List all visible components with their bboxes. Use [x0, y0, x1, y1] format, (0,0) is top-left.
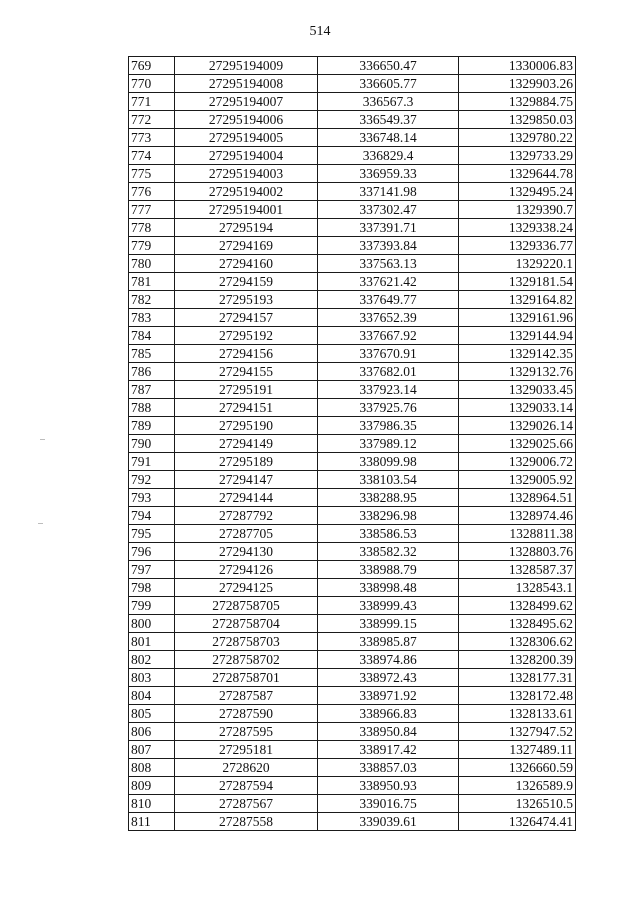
x-coordinate-cell: 337925.76 — [318, 399, 459, 417]
x-coordinate-cell: 338099.98 — [318, 453, 459, 471]
table-row — [129, 795, 576, 813]
table-row — [129, 543, 576, 561]
table-row — [129, 777, 576, 795]
point-id-cell: 27294159 — [175, 273, 318, 291]
row-number-cell: 780 — [129, 255, 175, 273]
point-id-cell: 27295194004 — [175, 147, 318, 165]
margin-mark — [40, 439, 45, 440]
x-coordinate-cell: 337141.98 — [318, 183, 459, 201]
table-row — [129, 183, 576, 201]
y-coordinate-cell: 1328499.62 — [459, 597, 576, 615]
x-coordinate-cell: 338288.95 — [318, 489, 459, 507]
table-row — [129, 219, 576, 237]
point-id-cell: 27294160 — [175, 255, 318, 273]
point-id-cell: 27295194009 — [175, 57, 318, 75]
y-coordinate-cell: 1329390.7 — [459, 201, 576, 219]
table-row — [129, 759, 576, 777]
point-id-cell: 27287594 — [175, 777, 318, 795]
point-id-cell: 27287590 — [175, 705, 318, 723]
row-number-cell: 769 — [129, 57, 175, 75]
row-number-cell: 775 — [129, 165, 175, 183]
y-coordinate-cell: 1329033.14 — [459, 399, 576, 417]
table-row — [129, 669, 576, 687]
point-id-cell: 27295194005 — [175, 129, 318, 147]
table-row — [129, 813, 576, 831]
table-row — [129, 489, 576, 507]
point-id-cell: 27295194 — [175, 219, 318, 237]
x-coordinate-cell: 338582.32 — [318, 543, 459, 561]
row-number-cell: 784 — [129, 327, 175, 345]
y-coordinate-cell: 1328811.38 — [459, 525, 576, 543]
table-row — [129, 579, 576, 597]
y-coordinate-cell: 1329132.76 — [459, 363, 576, 381]
x-coordinate-cell: 337302.47 — [318, 201, 459, 219]
y-coordinate-cell: 1329161.96 — [459, 309, 576, 327]
row-number-cell: 796 — [129, 543, 175, 561]
y-coordinate-cell: 1326510.5 — [459, 795, 576, 813]
row-number-cell: 800 — [129, 615, 175, 633]
x-coordinate-cell: 336959.33 — [318, 165, 459, 183]
row-number-cell: 771 — [129, 93, 175, 111]
row-number-cell: 792 — [129, 471, 175, 489]
table-row — [129, 57, 576, 75]
x-coordinate-cell: 337682.01 — [318, 363, 459, 381]
y-coordinate-cell: 1326589.9 — [459, 777, 576, 795]
y-coordinate-cell: 1329220.1 — [459, 255, 576, 273]
point-id-cell: 27287567 — [175, 795, 318, 813]
row-number-cell: 797 — [129, 561, 175, 579]
x-coordinate-cell: 336748.14 — [318, 129, 459, 147]
point-id-cell: 27295181 — [175, 741, 318, 759]
table-row — [129, 255, 576, 273]
point-id-cell: 27295194003 — [175, 165, 318, 183]
point-id-cell: 2728620 — [175, 759, 318, 777]
point-id-cell: 27287558 — [175, 813, 318, 831]
table-row — [129, 75, 576, 93]
point-id-cell: 27294125 — [175, 579, 318, 597]
coordinates-table-body — [129, 57, 576, 831]
point-id-cell: 27295192 — [175, 327, 318, 345]
y-coordinate-cell: 1329780.22 — [459, 129, 576, 147]
row-number-cell: 803 — [129, 669, 175, 687]
point-id-cell: 27295193 — [175, 291, 318, 309]
point-id-cell: 27294147 — [175, 471, 318, 489]
x-coordinate-cell: 336650.47 — [318, 57, 459, 75]
table-row — [129, 201, 576, 219]
table-row — [129, 687, 576, 705]
x-coordinate-cell: 337621.42 — [318, 273, 459, 291]
y-coordinate-cell: 1328587.37 — [459, 561, 576, 579]
point-id-cell: 27294169 — [175, 237, 318, 255]
point-id-cell: 27294149 — [175, 435, 318, 453]
row-number-cell: 801 — [129, 633, 175, 651]
x-coordinate-cell: 337393.84 — [318, 237, 459, 255]
y-coordinate-cell: 1326474.41 — [459, 813, 576, 831]
row-number-cell: 782 — [129, 291, 175, 309]
table-row — [129, 723, 576, 741]
point-id-cell: 27294144 — [175, 489, 318, 507]
table-row — [129, 453, 576, 471]
row-number-cell: 783 — [129, 309, 175, 327]
y-coordinate-cell: 1328200.39 — [459, 651, 576, 669]
x-coordinate-cell: 338998.48 — [318, 579, 459, 597]
point-id-cell: 27294157 — [175, 309, 318, 327]
point-id-cell: 27295194008 — [175, 75, 318, 93]
y-coordinate-cell: 1327947.52 — [459, 723, 576, 741]
table-row — [129, 435, 576, 453]
point-id-cell: 27295191 — [175, 381, 318, 399]
row-number-cell: 787 — [129, 381, 175, 399]
x-coordinate-cell: 336829.4 — [318, 147, 459, 165]
y-coordinate-cell: 1328177.31 — [459, 669, 576, 687]
x-coordinate-cell: 337989.12 — [318, 435, 459, 453]
y-coordinate-cell: 1329006.72 — [459, 453, 576, 471]
table-row — [129, 471, 576, 489]
x-coordinate-cell: 338988.79 — [318, 561, 459, 579]
table-row — [129, 615, 576, 633]
y-coordinate-cell: 1329495.24 — [459, 183, 576, 201]
y-coordinate-cell: 1328306.62 — [459, 633, 576, 651]
table-row — [129, 741, 576, 759]
point-id-cell: 27295194001 — [175, 201, 318, 219]
row-number-cell: 798 — [129, 579, 175, 597]
x-coordinate-cell: 338999.15 — [318, 615, 459, 633]
point-id-cell: 27295194007 — [175, 93, 318, 111]
x-coordinate-cell: 337923.14 — [318, 381, 459, 399]
y-coordinate-cell: 1329338.24 — [459, 219, 576, 237]
x-coordinate-cell: 337652.39 — [318, 309, 459, 327]
x-coordinate-cell: 337986.35 — [318, 417, 459, 435]
table-row — [129, 165, 576, 183]
point-id-cell: 27295190 — [175, 417, 318, 435]
row-number-cell: 770 — [129, 75, 175, 93]
x-coordinate-cell: 337670.91 — [318, 345, 459, 363]
x-coordinate-cell: 339016.75 — [318, 795, 459, 813]
table-row — [129, 651, 576, 669]
x-coordinate-cell: 336605.77 — [318, 75, 459, 93]
table-row — [129, 507, 576, 525]
table-row — [129, 129, 576, 147]
row-number-cell: 805 — [129, 705, 175, 723]
x-coordinate-cell: 339039.61 — [318, 813, 459, 831]
table-row — [129, 417, 576, 435]
y-coordinate-cell: 1328964.51 — [459, 489, 576, 507]
row-number-cell: 804 — [129, 687, 175, 705]
x-coordinate-cell: 338857.03 — [318, 759, 459, 777]
y-coordinate-cell: 1329144.94 — [459, 327, 576, 345]
point-id-cell: 27294126 — [175, 561, 318, 579]
x-coordinate-cell: 338950.93 — [318, 777, 459, 795]
row-number-cell: 790 — [129, 435, 175, 453]
row-number-cell: 807 — [129, 741, 175, 759]
table-row — [129, 705, 576, 723]
x-coordinate-cell: 336567.3 — [318, 93, 459, 111]
y-coordinate-cell: 1330006.83 — [459, 57, 576, 75]
x-coordinate-cell: 338586.53 — [318, 525, 459, 543]
y-coordinate-cell: 1327489.11 — [459, 741, 576, 759]
table-row — [129, 237, 576, 255]
x-coordinate-cell: 337667.92 — [318, 327, 459, 345]
y-coordinate-cell: 1329733.29 — [459, 147, 576, 165]
row-number-cell: 785 — [129, 345, 175, 363]
point-id-cell: 27287705 — [175, 525, 318, 543]
row-number-cell: 789 — [129, 417, 175, 435]
y-coordinate-cell: 1329005.92 — [459, 471, 576, 489]
x-coordinate-cell: 338103.54 — [318, 471, 459, 489]
table-row — [129, 561, 576, 579]
point-id-cell: 27294130 — [175, 543, 318, 561]
y-coordinate-cell: 1329884.75 — [459, 93, 576, 111]
row-number-cell: 786 — [129, 363, 175, 381]
y-coordinate-cell: 1329033.45 — [459, 381, 576, 399]
row-number-cell: 791 — [129, 453, 175, 471]
y-coordinate-cell: 1329026.14 — [459, 417, 576, 435]
x-coordinate-cell: 337563.13 — [318, 255, 459, 273]
y-coordinate-cell: 1328974.46 — [459, 507, 576, 525]
y-coordinate-cell: 1328543.1 — [459, 579, 576, 597]
y-coordinate-cell: 1329336.77 — [459, 237, 576, 255]
margin-mark — [38, 523, 43, 524]
point-id-cell: 27287595 — [175, 723, 318, 741]
x-coordinate-cell: 337391.71 — [318, 219, 459, 237]
table-row — [129, 363, 576, 381]
table-row — [129, 147, 576, 165]
point-id-cell: 2728758703 — [175, 633, 318, 651]
table-row — [129, 633, 576, 651]
x-coordinate-cell: 338296.98 — [318, 507, 459, 525]
row-number-cell: 802 — [129, 651, 175, 669]
point-id-cell: 27295194006 — [175, 111, 318, 129]
x-coordinate-cell: 338966.83 — [318, 705, 459, 723]
y-coordinate-cell: 1329164.82 — [459, 291, 576, 309]
row-number-cell: 795 — [129, 525, 175, 543]
row-number-cell: 808 — [129, 759, 175, 777]
table-row — [129, 345, 576, 363]
x-coordinate-cell: 336549.37 — [318, 111, 459, 129]
row-number-cell: 774 — [129, 147, 175, 165]
x-coordinate-cell: 338999.43 — [318, 597, 459, 615]
table-row — [129, 309, 576, 327]
table-row — [129, 291, 576, 309]
row-number-cell: 810 — [129, 795, 175, 813]
y-coordinate-cell: 1326660.59 — [459, 759, 576, 777]
x-coordinate-cell: 338974.86 — [318, 651, 459, 669]
point-id-cell: 27295189 — [175, 453, 318, 471]
y-coordinate-cell: 1329025.66 — [459, 435, 576, 453]
y-coordinate-cell: 1329644.78 — [459, 165, 576, 183]
table-row — [129, 381, 576, 399]
y-coordinate-cell: 1329181.54 — [459, 273, 576, 291]
x-coordinate-cell: 338972.43 — [318, 669, 459, 687]
point-id-cell: 27295194002 — [175, 183, 318, 201]
point-id-cell: 27294156 — [175, 345, 318, 363]
point-id-cell: 27294155 — [175, 363, 318, 381]
row-number-cell: 772 — [129, 111, 175, 129]
y-coordinate-cell: 1328133.61 — [459, 705, 576, 723]
x-coordinate-cell: 338950.84 — [318, 723, 459, 741]
table-row — [129, 93, 576, 111]
point-id-cell: 2728758705 — [175, 597, 318, 615]
table-row — [129, 273, 576, 291]
y-coordinate-cell: 1329142.35 — [459, 345, 576, 363]
row-number-cell: 793 — [129, 489, 175, 507]
row-number-cell: 811 — [129, 813, 175, 831]
row-number-cell: 788 — [129, 399, 175, 417]
row-number-cell: 799 — [129, 597, 175, 615]
row-number-cell: 777 — [129, 201, 175, 219]
y-coordinate-cell: 1328495.62 — [459, 615, 576, 633]
y-coordinate-cell: 1329850.03 — [459, 111, 576, 129]
table-row — [129, 327, 576, 345]
y-coordinate-cell: 1328172.48 — [459, 687, 576, 705]
table-row — [129, 525, 576, 543]
point-id-cell: 2728758704 — [175, 615, 318, 633]
row-number-cell: 779 — [129, 237, 175, 255]
row-number-cell: 773 — [129, 129, 175, 147]
x-coordinate-cell: 338971.92 — [318, 687, 459, 705]
row-number-cell: 776 — [129, 183, 175, 201]
y-coordinate-cell: 1329903.26 — [459, 75, 576, 93]
point-id-cell: 27287587 — [175, 687, 318, 705]
table-row — [129, 399, 576, 417]
x-coordinate-cell: 337649.77 — [318, 291, 459, 309]
table-row — [129, 111, 576, 129]
point-id-cell: 27287792 — [175, 507, 318, 525]
row-number-cell: 781 — [129, 273, 175, 291]
x-coordinate-cell: 338985.87 — [318, 633, 459, 651]
y-coordinate-cell: 1328803.76 — [459, 543, 576, 561]
point-id-cell: 27294151 — [175, 399, 318, 417]
table-row — [129, 597, 576, 615]
row-number-cell: 778 — [129, 219, 175, 237]
point-id-cell: 2728758701 — [175, 669, 318, 687]
page-number: 514 — [309, 24, 331, 39]
x-coordinate-cell: 338917.42 — [318, 741, 459, 759]
point-id-cell: 2728758702 — [175, 651, 318, 669]
coordinates-table — [128, 56, 576, 831]
row-number-cell: 809 — [129, 777, 175, 795]
row-number-cell: 794 — [129, 507, 175, 525]
row-number-cell: 806 — [129, 723, 175, 741]
